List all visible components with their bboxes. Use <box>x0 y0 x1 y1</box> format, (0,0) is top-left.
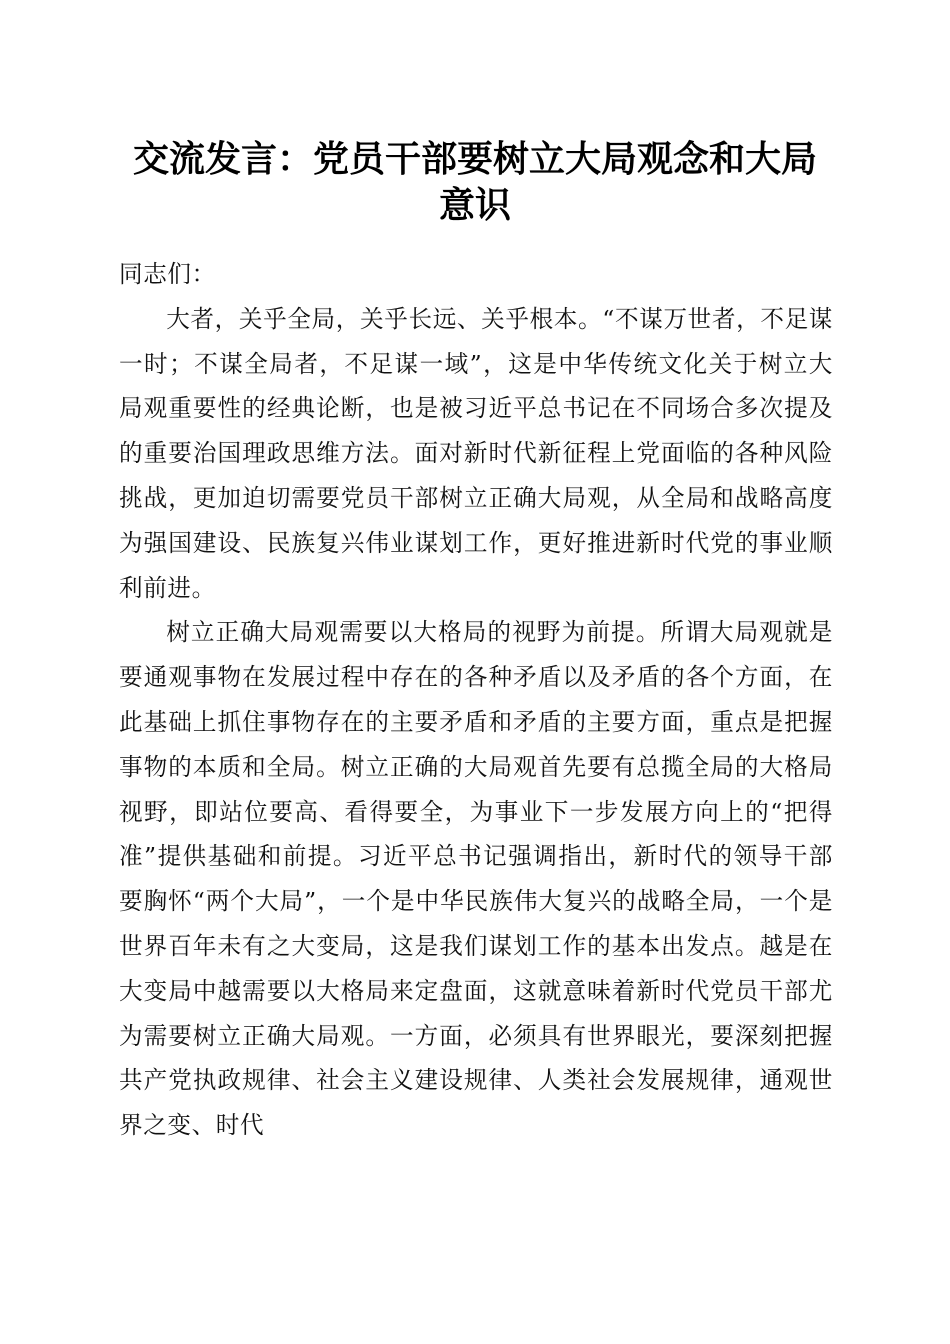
paragraph-2: 树立正确大局观需要以大格局的视野为前提。所谓大局观就是要通观事物在发展过程中存在的各种矛盾以及矛盾的各个方面，在此基础上抓住事物存在的主要矛盾和矛盾的主要方面，重点是把握事物的本质和全局。树立正确的大局观首先要有总揽全局的大格局视野，即站位要高、看得要全，为事业下一步发展方向上的“把得准”提供基础和前提。习近平总书记强调指出，新时代的领导干部要胸怀“两个大局”，一个是中华民族伟大复兴的战略全局，一个是世界百年未有之大变局，这是我们谋划工作的基本出发点。越是在大变局中越需要以大格局来定盘面，这就意味着新时代党员干部尤为需要树立正确大局观。一方面，必须具有世界眼光，要深刻把握共产党执政规律、社会主义建设规律、人类社会发展规律，通观世界之变、时代 <box>119 618 833 1140</box>
document-title: 交流发言：党员干部要树立大局观念和大局意识 <box>132 138 817 226</box>
paragraph-1: 大者，关乎全局，关乎长远、关乎根本。“不谋万世者，不足谋一时；不谋全局者，不足谋一域”，这是中华传统文化关于树立大局观重要性的经典论断，也是被习近平总书记在不同场合多次提及的重要治国理政思维方法。面对新时代新征程上党面临的各种风险挑战，更加迫切需要党员干部树立正确大局观，从全局和战略高度为强国建设、民族复兴伟业谋划工作，更好推进新时代党的事业顺利前进。 <box>119 304 833 602</box>
document-body <box>119 252 833 1148</box>
salutation: 同志们： <box>119 260 216 288</box>
